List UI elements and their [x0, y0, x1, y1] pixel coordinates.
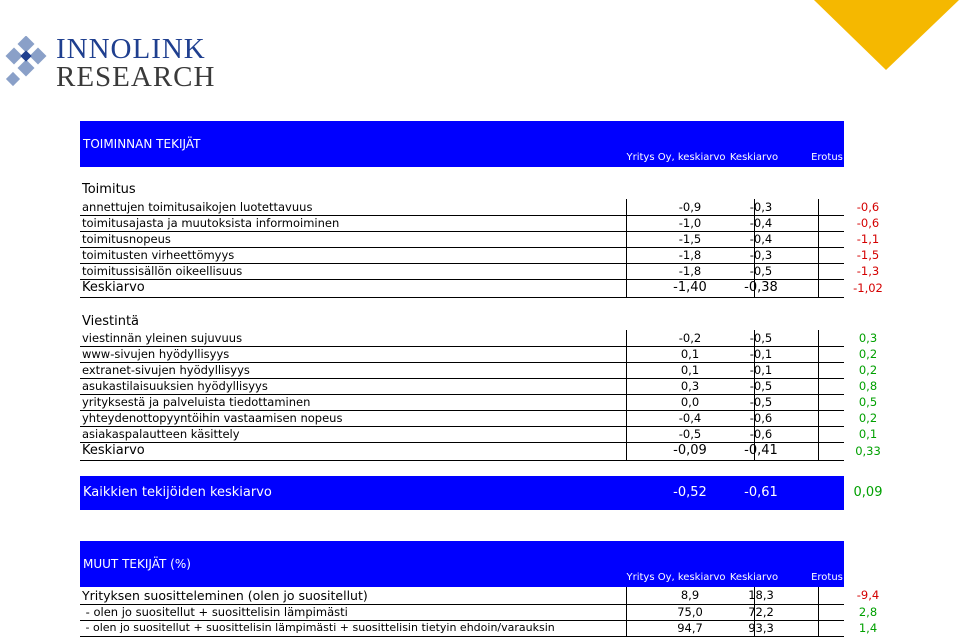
value-difference: 0,33	[855, 444, 881, 458]
table1-header	[80, 121, 844, 167]
table2-col-difference: Erotus	[811, 572, 843, 583]
value-company: -1,8	[678, 264, 702, 278]
row-label: toimitusnopeus	[82, 232, 171, 246]
table-row	[80, 330, 878, 347]
value-company: 75,0	[677, 605, 703, 619]
average-row	[80, 442, 881, 461]
row-label: Yrityksen suositteleminen (olen jo suositellut)	[82, 588, 368, 603]
row-label: - olen jo suositellut + suosittelisin lämpimästi	[82, 605, 348, 619]
table-row	[80, 604, 878, 621]
table-row	[80, 410, 878, 427]
value-average: -0,1	[749, 347, 773, 361]
total-row	[80, 476, 883, 510]
table-row	[80, 362, 878, 379]
value-average: -0,5	[749, 395, 773, 409]
value-average: 18,3	[748, 588, 774, 602]
table-row	[80, 247, 880, 264]
total-difference: 0,09	[853, 485, 883, 500]
row-label: viestinnän yleinen sujuvuus	[82, 331, 243, 345]
value-company: 0,0	[680, 395, 700, 409]
value-average: 93,3	[748, 621, 774, 635]
value-company: 8,9	[680, 588, 700, 602]
value-company: 0,1	[680, 347, 700, 361]
total-company: -0,52	[673, 485, 707, 500]
logo-text-research: RESEARCH	[56, 61, 216, 93]
table-row	[80, 394, 878, 411]
table-row	[80, 378, 878, 395]
value-difference: 0,8	[858, 379, 878, 393]
value-difference: -1,3	[856, 264, 880, 278]
value-difference: 1,4	[858, 621, 878, 635]
table1-col-company: Yritys Oy, keskiarvo	[626, 152, 726, 163]
value-difference: -1,02	[853, 281, 883, 295]
row-label: asiakaspalautteen käsittely	[82, 427, 240, 441]
logo-mark-icon	[0, 36, 56, 96]
row-label: yrityksestä ja palveluista tiedottaminen	[82, 395, 311, 409]
value-difference: -9,4	[856, 588, 880, 602]
value-average: -0,3	[749, 248, 773, 262]
value-difference: -0,6	[856, 216, 880, 230]
table-row	[80, 620, 878, 637]
table-row	[80, 426, 878, 443]
table-row	[80, 346, 878, 363]
total-label: Kaikkien tekijöiden keskiarvo	[83, 485, 272, 500]
value-difference: 0,1	[858, 427, 878, 441]
table1-col-average: Keskiarvo	[729, 152, 779, 163]
value-company: -0,5	[678, 427, 702, 441]
value-difference: -1,5	[856, 248, 880, 262]
value-company: -1,5	[678, 232, 702, 246]
value-average: -0,4	[749, 232, 773, 246]
corner-triangle-icon	[814, 0, 959, 70]
value-difference: 0,2	[858, 347, 878, 361]
value-company: -1,0	[678, 216, 702, 230]
innolink-logo	[0, 30, 215, 95]
value-average: -0,41	[744, 443, 778, 458]
value-company: -0,09	[673, 443, 707, 458]
row-label: - olen jo suositellut + suosittelisin lämpimästi + suosittelisin tietyin ehdoin/varauksin	[82, 621, 555, 634]
value-company: -1,8	[678, 248, 702, 262]
table1-col-difference: Erotus	[811, 152, 843, 163]
row-label: toimitusten virheettömyys	[82, 248, 235, 262]
section-toimitus: Toimitus	[82, 182, 136, 197]
total-average: -0,61	[744, 485, 778, 500]
value-average: 72,2	[748, 605, 774, 619]
value-difference: 0,3	[858, 331, 878, 345]
row-label: www-sivujen hyödyllisyys	[82, 347, 230, 361]
row-label: asukastilaisuuksien hyödyllisyys	[82, 379, 268, 393]
value-company: -1,40	[673, 280, 707, 295]
row-label: toimitussisällön oikeellisuus	[82, 264, 243, 278]
value-difference: 0,5	[858, 395, 878, 409]
row-label: Keskiarvo	[82, 280, 145, 295]
value-difference: 0,2	[858, 411, 878, 425]
value-difference: -1,1	[856, 232, 880, 246]
value-company: -0,9	[678, 200, 702, 214]
value-difference: 0,2	[858, 363, 878, 377]
value-difference: 2,8	[858, 605, 878, 619]
value-average: -0,6	[749, 411, 773, 425]
value-average: -0,6	[749, 427, 773, 441]
value-company: -0,2	[678, 331, 702, 345]
value-company: 0,3	[680, 379, 700, 393]
section-viestinta: Viestintä	[82, 314, 140, 329]
table-row	[80, 231, 880, 248]
value-company: 0,1	[680, 363, 700, 377]
table2-header	[80, 541, 844, 587]
value-difference: -0,6	[856, 200, 880, 214]
value-company: 94,7	[677, 621, 703, 635]
row-label: yhteydenottopyyntöihin vastaamisen nopeus	[82, 411, 343, 425]
value-average: -0,4	[749, 216, 773, 230]
table1-title: TOIMINNAN TEKIJÄT	[83, 137, 201, 151]
value-average: -0,1	[749, 363, 773, 377]
value-average: -0,5	[749, 379, 773, 393]
table2-col-company: Yritys Oy, keskiarvo	[626, 572, 726, 583]
average-row	[80, 279, 883, 298]
value-average: -0,5	[749, 264, 773, 278]
row-label: Keskiarvo	[82, 443, 145, 458]
value-average: -0,3	[749, 200, 773, 214]
table-row	[80, 199, 880, 216]
row-label: extranet-sivujen hyödyllisyys	[82, 363, 250, 377]
table2-title: MUUT TEKIJÄT (%)	[83, 557, 191, 571]
table2-col-average: Keskiarvo	[729, 572, 779, 583]
row-label: toimitusajasta ja muutoksista informoiminen	[82, 216, 340, 230]
table-row	[80, 263, 880, 280]
table-row	[80, 215, 880, 232]
value-average: -0,5	[749, 331, 773, 345]
table-row	[80, 587, 880, 605]
logo-text-innolink: INNOLINK	[56, 33, 206, 65]
value-company: -0,4	[678, 411, 702, 425]
row-label: annettujen toimitusaikojen luotettavuus	[82, 200, 313, 214]
value-average: -0,38	[744, 280, 778, 295]
